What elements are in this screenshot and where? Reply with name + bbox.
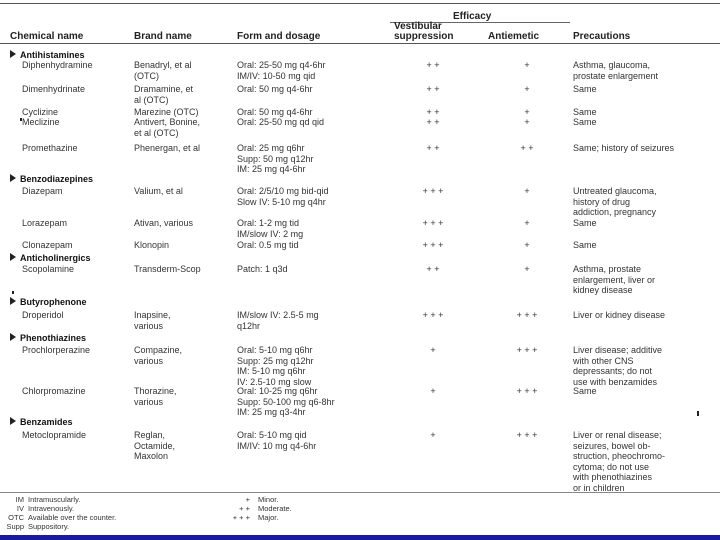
cell-antiemetic: + + +	[516, 310, 538, 320]
legend-sym-row: + + + Major.	[232, 513, 279, 522]
margin-mark	[12, 291, 14, 294]
arrow-right-icon	[10, 297, 16, 305]
category-antihistamines: Antihistamines	[10, 50, 85, 61]
cell-precautions: Asthma, prostate enlargement, liver or kidney disease	[573, 264, 656, 295]
cell-brand: Transderm-Scop	[134, 264, 201, 274]
legend-abbr-row: OTC Available over the counter.	[8, 513, 117, 522]
legend-sym-row: + + Moderate.	[239, 504, 292, 513]
cell-form: Oral: 5-10 mg qid IM/IV: 10 mg q4-6hr	[237, 430, 317, 451]
cell-vestibular: + +	[426, 84, 440, 94]
arrow-right-icon	[10, 174, 16, 182]
cell-chemical: Prochlorperazine	[22, 345, 91, 355]
header-rule	[0, 43, 720, 44]
cell-chemical: Clonazepam	[22, 240, 73, 250]
cell-precautions: Same	[573, 218, 597, 228]
cell-vestibular: + +	[426, 143, 440, 153]
cell-chemical: Dimenhydrinate	[22, 84, 86, 94]
cell-precautions: Same	[573, 386, 597, 396]
cell-antiemetic: + + +	[516, 386, 538, 396]
cell-antiemetic: +	[524, 84, 530, 94]
arrow-right-icon	[10, 417, 16, 425]
cell-vestibular: + +	[426, 107, 440, 117]
cell-form: IM/slow IV: 2.5-5 mg q12hr	[237, 310, 319, 331]
cell-brand: Phenergan, et al	[134, 143, 201, 153]
category-benzodiazepines: Benzodiazepines	[10, 174, 93, 185]
cell-vestibular: + + +	[422, 240, 444, 250]
cell-chemical: Chlorpromazine	[22, 386, 86, 396]
arrow-right-icon	[10, 253, 16, 261]
cell-vestibular: +	[430, 386, 436, 396]
header-precautions: Precautions	[573, 31, 631, 42]
header-vestibular: Vestibular	[394, 21, 442, 32]
cell-brand: Dramamine, et al (OTC)	[134, 84, 194, 105]
cell-brand: Ativan, various	[134, 218, 194, 228]
cell-antiemetic: +	[524, 60, 530, 70]
cell-vestibular: +	[430, 430, 436, 440]
cell-form: Oral: 25-50 mg qd qid	[237, 117, 325, 127]
cell-antiemetic: +	[524, 186, 530, 196]
legend-abbr-row: Supp Suppository.	[6, 522, 70, 531]
cell-precautions: Liver or renal disease; seizures, bowel ob- struction, pheochromo- cytoma; do not use with phenothiazines or in children	[573, 430, 666, 493]
category-phenothiazines: Phenothiazines	[10, 333, 86, 344]
category-butyrophenone: Butyrophenone	[10, 297, 87, 308]
cell-brand: Compazine, various	[134, 345, 183, 366]
legend-abbreviations	[2, 495, 116, 531]
cell-vestibular: + + +	[422, 186, 444, 196]
cell-chemical: Scopolamine	[22, 264, 75, 274]
cell-form: Oral: 2/5/10 mg bid-qid Slow IV: 5-10 mg q4hr	[237, 186, 329, 207]
header-antiemetic: Antiemetic	[488, 31, 540, 42]
legend-rule	[0, 492, 720, 493]
cell-antiemetic: + + +	[516, 430, 538, 440]
header-efficacy: Efficacy	[453, 11, 492, 22]
cell-form: Oral: 5-10 mg q6hr Supp: 25 mg q12hr IM: 5-10 mg q6hr IV: 2.5-10 mg slow	[237, 345, 314, 387]
arrow-right-icon	[10, 333, 16, 341]
cell-antiemetic: + + +	[516, 345, 538, 355]
cell-antiemetic: + +	[520, 143, 534, 153]
cell-brand: Klonopin	[134, 240, 170, 250]
cell-form: Oral: 50 mg q4-6hr	[237, 84, 313, 94]
cell-precautions: Liver or kidney disease	[573, 310, 666, 320]
cell-antiemetic: +	[524, 107, 530, 117]
cell-antiemetic: +	[524, 240, 530, 250]
cell-form: Oral: 25-50 mg q4-6hr IM/IV: 10-50 mg qid	[237, 60, 326, 81]
cell-antiemetic: +	[524, 264, 530, 274]
top-rule	[0, 3, 720, 4]
header-form-dosage: Form and dosage	[237, 31, 321, 42]
cell-precautions: Same	[573, 240, 597, 250]
cell-brand: Thorazine, various	[134, 386, 177, 407]
cell-precautions: Same	[573, 107, 597, 117]
cell-antiemetic: +	[524, 218, 530, 228]
cell-form: Oral: 50 mg q4-6hr	[237, 107, 313, 117]
cell-precautions: Same	[573, 84, 597, 94]
cell-brand: Valium, et al	[134, 186, 183, 196]
legend-abbr-row: IV Intravenously.	[16, 504, 75, 513]
cell-chemical: Lorazepam	[22, 218, 68, 228]
cell-brand: Marezine (OTC)	[134, 107, 199, 117]
arrow-right-icon	[10, 50, 16, 58]
header-brand-name: Brand name	[134, 31, 192, 42]
cell-vestibular: + + +	[422, 218, 444, 228]
cell-antiemetic: +	[524, 117, 530, 127]
legend-sym-row: + Minor.	[245, 495, 279, 504]
cell-chemical: Diphenhydramine	[22, 60, 93, 70]
cell-precautions: Untreated glaucoma, history of drug addiction, pregnancy	[573, 186, 657, 217]
header-suppression: suppression	[394, 31, 454, 42]
cell-precautions: Same; history of seizures	[573, 143, 675, 153]
cell-brand: Inapsine, various	[134, 310, 171, 331]
cell-vestibular: + + +	[422, 310, 444, 320]
cell-vestibular: + +	[426, 264, 440, 274]
header-chemical-name: Chemical name	[10, 31, 84, 42]
bottom-bar	[0, 535, 720, 540]
cell-chemical: Metoclopramide	[22, 430, 87, 440]
cell-brand: Antivert, Bonine, et al (OTC)	[134, 117, 201, 138]
cell-precautions: Same	[573, 117, 597, 127]
cell-chemical: Cyclizine	[22, 107, 59, 117]
cell-precautions: Liver disease; additive with other CNS depressants; do not use with benzamides	[573, 345, 663, 387]
margin-mark	[697, 411, 699, 416]
cell-chemical: Diazepam	[22, 186, 63, 196]
legend-abbr-row: IM Intramuscularly.	[15, 495, 81, 504]
cell-form: Oral: 1-2 mg tid IM/slow IV: 2 mg	[237, 218, 304, 239]
cell-chemical: Promethazine	[22, 143, 78, 153]
cell-vestibular: + +	[426, 117, 440, 127]
cell-vestibular: + +	[426, 60, 440, 70]
margin-mark	[20, 118, 22, 121]
cell-brand: Reglan, Octamide, Maxolon	[134, 430, 176, 461]
cell-vestibular: +	[430, 345, 436, 355]
category-benzamides: Benzamides	[10, 417, 73, 428]
category-anticholinergics: Anticholinergics	[10, 253, 91, 264]
legend-symbols	[212, 495, 292, 522]
cell-precautions: Asthma, glaucoma, prostate enlargement	[573, 60, 659, 81]
cell-form: Oral: 10-25 mg q6hr Supp: 50-100 mg q6-8hr IM: 25 mg q3-4hr	[237, 386, 335, 417]
cell-form: Patch: 1 q3d	[237, 264, 288, 274]
cell-form: Oral: 25 mg q6hr Supp: 50 mg q12hr IM: 25 mg q4-6hr	[237, 143, 314, 174]
cell-chemical: Meclizine	[22, 117, 60, 127]
cell-brand: Benadryl, et al (OTC)	[134, 60, 192, 81]
cell-chemical: Droperidol	[22, 310, 64, 320]
cell-form: Oral: 0.5 mg tid	[237, 240, 299, 250]
